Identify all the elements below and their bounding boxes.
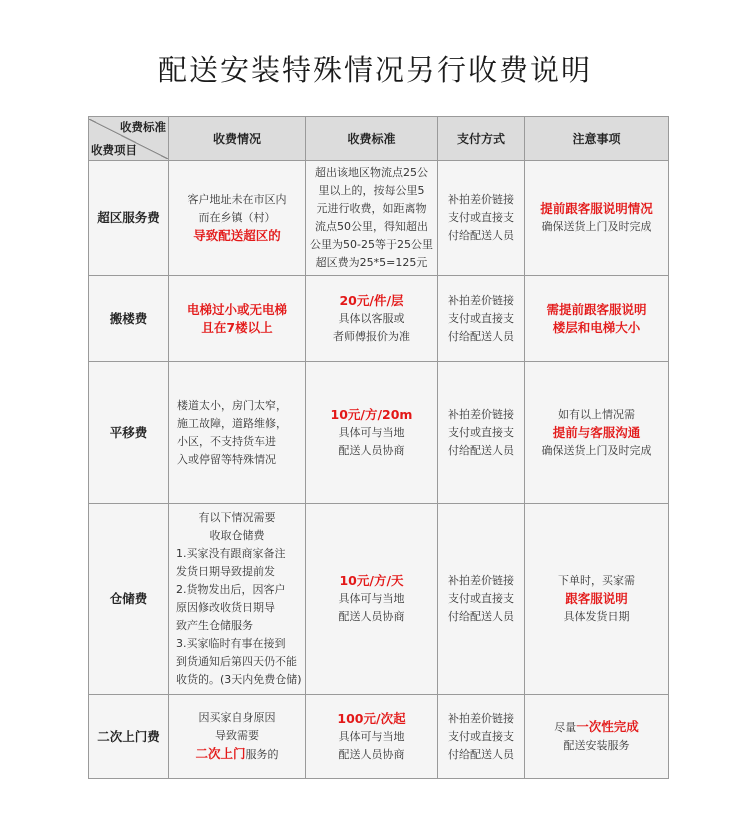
page-title: 配送安装特殊情况另行收费说明 [157,53,592,87]
table-row [89,504,669,695]
header-payment: 支付方式 [438,117,525,161]
row-standard: 超出该地区物流点25公 里以上的，按每公里5 元进行收费，如距离物 流点50公里，得知超出 公里为50-25等于25公里 超区费为25*5=125元 [306,161,438,276]
row-name: 搬楼费 [89,276,169,362]
row-notes: 提前跟客服说明情况 确保送货上门及时完成 [525,161,669,276]
header-notes: 注意事项 [525,117,669,161]
table-row [89,161,669,276]
row-standard: 20元/件/层 具体以客服或 者师傅报价为准 [306,276,438,362]
row-name: 平移费 [89,362,169,504]
row-name: 超区服务费 [89,161,169,276]
row-payment: 补拍差价链接 支付或直接支 付给配送人员 [438,362,525,504]
corner-top-label: 收费标准 [120,119,166,134]
row-situation: 电梯过小或无电梯 且在7楼以上 [169,276,306,362]
row-standard: 10元/方/天 具体可与当地 配送人员协商 [306,504,438,695]
table-row [89,695,669,779]
header-situation: 收费情况 [169,117,306,161]
row-situation: 客户地址未在市区内 而在乡镇（村） 导致配送超区的 [169,161,306,276]
row-notes: 尽量一次性完成 配送安装服务 [525,695,669,779]
header-corner [89,117,169,161]
row-situation: 因买家自身原因 导致需要 二次上门服务的 [169,695,306,779]
row-payment: 补拍差价链接 支付或直接支 付给配送人员 [438,161,525,276]
header-standard: 收费标准 [306,117,438,161]
row-standard: 10元/方/20m 具体可与当地 配送人员协商 [306,362,438,504]
row-notes: 如有以上情况需 提前与客服沟通 确保送货上门及时完成 [525,362,669,504]
row-situation: 有以下情况需要 收取仓储费 1.买家没有跟商家备注 发货日期导致提前发 2.货物发出后，因客户 原因修改收货日期导 致产生仓储服务 3.买家临时有事在接到 到货通知后第四天仍不能 收货的。(3天内免费仓储) [169,504,306,695]
row-payment: 补拍差价链接 支付或直接支 付给配送人员 [438,504,525,695]
row-payment: 补拍差价链接 支付或直接支 付给配送人员 [438,276,525,362]
fee-table [88,116,669,779]
row-payment: 补拍差价链接 支付或直接支 付给配送人员 [438,695,525,779]
row-name: 二次上门费 [89,695,169,779]
row-name: 仓储费 [89,504,169,695]
row-situation: 楼道太小，房门太窄， 施工故障，道路维修， 小区，不支持货车进 入或停留等特殊情况 [169,362,306,504]
table-row [89,362,669,504]
table-row [89,276,669,362]
table-header-row [89,117,669,161]
row-standard: 100元/次起 具体可与当地 配送人员协商 [306,695,438,779]
row-notes: 下单时，买家需 跟客服说明 具体发货日期 [525,504,669,695]
corner-bottom-label: 收费项目 [91,142,137,157]
row-notes: 需提前跟客服说明 楼层和电梯大小 [525,276,669,362]
